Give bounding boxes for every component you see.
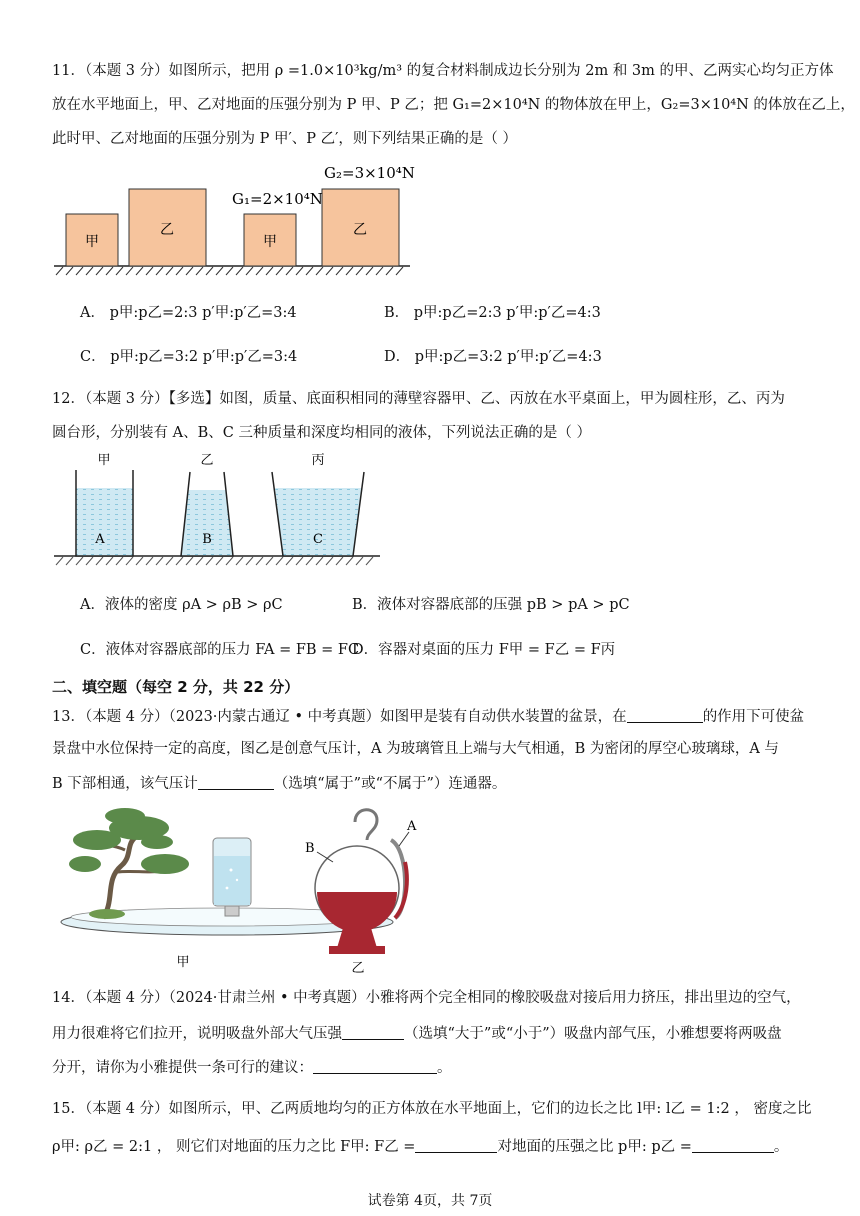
q14-line1: 14．（本题 4 分）（2024·甘肃兰州 • 中考真题）小雅将两个完全相同的橡胶吸盘对接后用力挤压，排出里边的空气， [52,990,801,1006]
svg-text:甲: 甲 [85,234,99,250]
q11-line1: 11．（本题 3 分）如图所示，把用 ρ =1.0×10³kg/m³ 的复合材料制成边长分别为 2m 和 3m 的甲、乙两实心均匀正方体 [52,63,834,79]
svg-text:A: A [407,819,417,834]
page-footer: 试卷第 4页，共 7页 [367,1193,493,1209]
q12-line1: 12．（本题 3 分）【多选】如图，质量、底面积相同的薄壁容器甲、乙、丙放在水平桌面上，甲为圆柱形，乙、丙为 [52,391,785,407]
svg-text:A: A [95,532,105,547]
svg-text:B: B [202,532,212,547]
svg-text:乙: 乙 [353,222,367,238]
q15-line2: ρ甲: ρ乙 = 2:1 ， 则它们对地面的压力之比 F甲: F乙 = 对地面的压强之比 p甲: p乙 = 。 [52,1139,789,1155]
q15-blank-1[interactable] [415,1138,497,1153]
q12-option-c[interactable]: C．液体对容器底部的压力 FA = FB = FC [80,642,360,658]
q15-blank-2[interactable] [692,1138,774,1153]
svg-text:C: C [313,532,323,547]
q14-line3: 分开，请你为小雅提供一条可行的建议： 。 [52,1060,452,1076]
q13-line1: 13．（本题 4 分）（2023·内蒙古通辽 • 中考真题）如图甲是装有自动供水装置的盆景，在 的作用下可使盆 [52,709,805,725]
svg-text:B: B [305,841,315,856]
section-heading: 二、填空题（每空 2 分，共 22 分） [52,678,300,696]
svg-text:甲: 甲 [97,453,111,468]
q14-blank-2[interactable] [313,1059,437,1074]
q12-option-d[interactable]: D．容器对桌面的压力 F甲 = F乙 = F丙 [352,642,616,658]
q11-line2: 放在水平地面上，甲、乙对地面的压强分别为 P 甲、P 乙；把 G₁=2×10⁴N 的物体放在甲上，G₂=3×10⁴N 的体放在乙上， [52,97,855,113]
q11-option-b[interactable]: B． p甲:p乙=2:3 p′甲:p′乙=4:3 [384,305,601,321]
svg-text:乙: 乙 [160,222,174,238]
q12-option-b[interactable]: B．液体对容器底部的压强 pB > pA > pC [352,597,630,613]
svg-text:乙: 乙 [351,961,365,975]
q14-blank-1[interactable] [342,1025,404,1040]
q12-figure [50,452,400,572]
q11-option-a[interactable]: A． p甲:p乙=2:3 p′甲:p′乙=3:4 [80,305,297,321]
q11-line3: 此时甲、乙对地面的压强分别为 P 甲′、P 乙′，则下列结果正确的是（ ） [52,131,518,147]
svg-text:乙: 乙 [200,453,214,468]
g2-label: G₂=3×10⁴N [324,164,415,182]
q15-line1: 15．（本题 4 分）如图所示，甲、乙两质地均匀的正方体放在水平地面上，它们的边长之比 l甲: l乙 = 1:2 ， 密度之比 [52,1101,812,1117]
q11-option-d[interactable]: D． p甲:p乙=3:2 p′甲:p′乙=4:3 [384,349,602,365]
q11-option-c[interactable]: C． p甲:p乙=3:2 p′甲:p′乙=3:4 [80,349,298,365]
q13-blank-2[interactable] [198,775,274,790]
g1-label: G₁=2×10⁴N [232,190,323,208]
q13-blank-1[interactable] [627,708,703,723]
q12-option-a[interactable]: A．液体的密度 ρA > ρB > ρC [80,597,283,613]
svg-text:甲: 甲 [176,955,190,970]
q13-line2: 景盘中水位保持一定的高度，图乙是创意气压计，A 为玻璃管且上端与大气相通，B 为密闭的厚空心玻璃球，A 与 [52,741,779,757]
q13-line3: B 下部相通，该气压计 （选填“属于”或“不属于”）连通器。 [52,776,507,792]
svg-text:丙: 丙 [311,453,325,468]
q12-line2: 圆台形，分别装有 A、B、C 三种质量和深度均相同的液体，下列说法正确的是（ ） [52,425,592,441]
svg-text:甲: 甲 [263,234,277,250]
q13-figure [55,800,455,975]
q11-figure [50,160,420,280]
q14-line2: 用力很难将它们拉开，说明吸盘外部大气压强 （选填“大于”或“小于”）吸盘内部气压，小雅想要将两吸盘 [52,1026,782,1042]
